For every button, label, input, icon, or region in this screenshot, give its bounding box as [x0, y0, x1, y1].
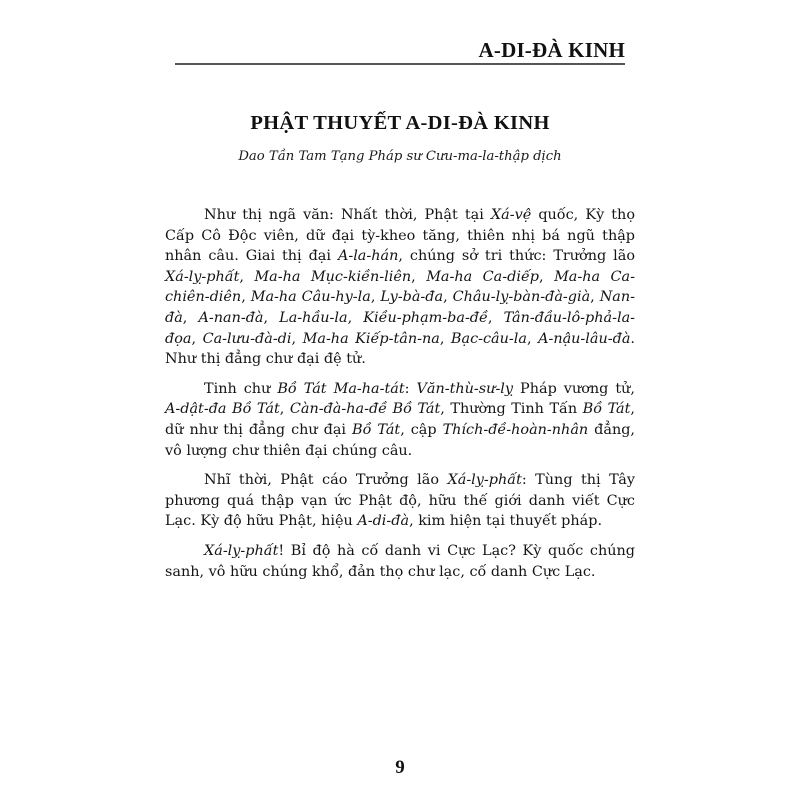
text-run: ,	[291, 330, 303, 347]
text-run: ,	[241, 289, 251, 306]
italic-run: Ma-ha Ca-diếp	[426, 268, 540, 285]
text-run: ,	[487, 309, 504, 326]
text-run: ,	[590, 289, 600, 306]
paragraph	[165, 379, 635, 461]
text-run: , kim hiện tại thuyết pháp.	[409, 513, 603, 530]
italic-run: A-nan-đà	[198, 309, 264, 326]
italic-run: Nan-đà	[165, 289, 635, 326]
text-run: ,	[526, 330, 539, 347]
text-run: :	[404, 380, 417, 397]
paragraph	[165, 470, 635, 532]
translator-credit: Dao Tần Tam Tạng Pháp sư Cưu-ma-la-thập dịch	[238, 149, 562, 164]
text-run: Như thị ngã văn: Nhất thời, Phật tại	[204, 207, 491, 223]
text-run: ,	[347, 309, 364, 326]
text-run: ,	[191, 330, 203, 347]
italic-run: Bạc-câu-la	[450, 330, 527, 347]
italic-run: Ma-ha Ca-chiên-diên	[165, 268, 636, 306]
text-run: . Như thị đẳng chư đại đệ tử.	[165, 330, 635, 368]
italic-run: A-nậu-lâu-đà	[538, 330, 631, 347]
italic-run: La-hầu-la	[279, 309, 348, 326]
text-run: ,	[411, 268, 427, 285]
body-text	[165, 205, 635, 591]
text-run: : Tùng thị Tây phương quá thập vạn ức Phật độ, hữu thế giới danh viết Cực Lạc. Kỳ độ hữu Phật, hiệu	[165, 472, 636, 530]
text-run: Pháp vương tử,	[513, 380, 635, 397]
text-run: ,	[539, 268, 555, 285]
italic-run: Ma-ha Mục-kiền-liên	[254, 268, 412, 285]
italic-run: A-di-đà	[357, 513, 410, 530]
text-run: ! Bỉ độ hà cố danh vi Cực Lạc? Kỳ quốc chúng sanh, vô hữu chúng khổ, đản thọ chư lạc, cố danh Cực Lạc.	[165, 542, 635, 580]
italic-run: A-dật-đa Bồ Tát	[165, 401, 280, 418]
text-run: ,	[370, 289, 381, 306]
text-run: , cập	[400, 421, 443, 438]
text-run: quốc, Kỳ thọ Cấp Cô Độc viên, dữ đại tỳ-kheo tăng, thiên nhị bá ngũ thập nhân câu. Giai thị đại	[165, 207, 635, 265]
text-run: ,	[263, 309, 280, 326]
italic-run: Thích-đề-hoàn-nhân	[442, 421, 589, 438]
italic-run: Xá-vệ	[490, 207, 532, 223]
text-run: ,	[439, 330, 451, 347]
paragraph	[165, 541, 635, 582]
italic-run: Ly-bà-đa	[380, 289, 444, 306]
italic-run: Bồ Tát	[352, 421, 401, 438]
text-run: ,	[182, 309, 199, 326]
page-number: 9	[395, 757, 405, 778]
text-run: Nhĩ thời, Phật cáo Trưởng lão	[204, 472, 448, 489]
text-run: , dữ như thị đẳng chư đại	[165, 401, 635, 438]
italic-run: Văn-thù-sư-lỵ	[416, 380, 514, 397]
italic-run: Xá-lỵ-phất	[447, 472, 522, 489]
page-title: PHẬT THUYẾT A-DI-ĐÀ KINH	[250, 112, 550, 134]
text-run: ,	[279, 401, 290, 418]
italic-run: Càn-đà-ha-đề Bồ Tát	[289, 401, 441, 418]
italic-run: Kiều-phạm-ba-đề	[363, 309, 488, 326]
italic-run: Xá-lỵ-phất	[204, 542, 279, 559]
italic-run: A-la-hán	[337, 248, 399, 265]
italic-run: Bồ Tát	[582, 401, 631, 418]
italic-run: Ca-lưu-đà-di	[202, 330, 292, 347]
text-run: ,	[443, 289, 453, 306]
italic-run: Châu-lỵ-bàn-đà-già	[452, 289, 591, 306]
text-run: đẳng, vô lượng chư thiên đại chúng câu.	[165, 421, 635, 459]
text-run: , Thường Tinh Tấn	[440, 401, 583, 418]
running-head-rule	[175, 63, 625, 65]
text-run: , chúng sở tri thức: Trưởng lão	[398, 248, 635, 265]
paragraph	[165, 205, 635, 370]
italic-run: Ma-ha Câu-hy-la	[250, 289, 371, 306]
italic-run: Tân-đầu-lô-phả-la-đọa	[165, 309, 636, 347]
running-head: A-DI-ĐÀ KINH	[478, 38, 625, 62]
italic-run: Bồ Tát Ma-ha-tát	[277, 380, 405, 397]
italic-run: Xá-lỵ-phất	[165, 268, 240, 285]
italic-run: Ma-ha Kiếp-tân-na	[302, 330, 440, 347]
text-run: ,	[239, 268, 255, 285]
text-run: Tinh chư	[204, 380, 278, 397]
